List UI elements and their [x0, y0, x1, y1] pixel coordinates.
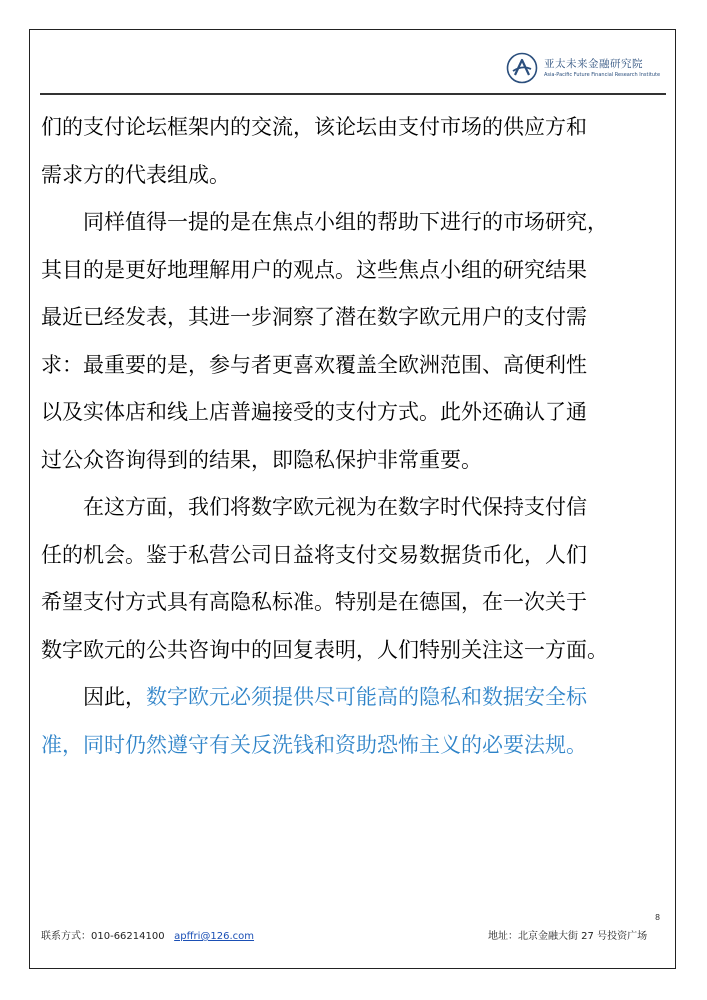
logo-english-name: Asia-Pacific Future Financial Research Institute — [544, 72, 661, 78]
contact-phone: 010-66214100 — [91, 931, 165, 942]
body-line — [41, 674, 666, 722]
body-line: 最近已经发表，其进一步洞察了潜在数字欧元用户的支付需 — [41, 305, 587, 329]
highlighted-text: 准，同时仍然遵守有关反洗钱和资助恐怖主义的必要法规。 — [41, 732, 587, 757]
header-divider — [40, 93, 666, 95]
body-line: 们的支付论坛框架内的交流，该论坛由支付市场的供应方和 — [41, 115, 587, 139]
body-line-prefix: 因此， — [83, 685, 146, 709]
institute-logo-icon — [506, 52, 538, 84]
footer-contact — [41, 927, 254, 942]
contact-email-link[interactable]: apffri@126.com — [174, 931, 255, 942]
footer-address: 地址：北京金融大街 27 号投资广场 — [488, 931, 648, 942]
logo-chinese-name: 亚太未来金融研究院 — [544, 58, 643, 70]
highlighted-text: 数字欧元必须提供尽可能高的隐私和数据安全标 — [146, 685, 587, 709]
document-body — [41, 104, 666, 769]
contact-label: 联系方式： — [41, 931, 91, 942]
page-number: 8 — [655, 913, 661, 922]
body-line: 在这方面，我们将数字欧元视为在数字时代保持支付信 — [83, 495, 587, 519]
institute-logo — [506, 52, 676, 90]
body-line: 数字欧元的公共咨询中的回复表明，人们特别关注这一方面。 — [41, 637, 608, 662]
body-line: 以及实体店和线上店普遍接受的支付方式。此外还确认了通 — [41, 400, 587, 424]
body-line — [41, 722, 666, 770]
body-line: 需求方的代表组成。 — [41, 162, 230, 187]
body-line: 其目的是更好地理解用户的观点。这些焦点小组的研究结果 — [41, 257, 587, 282]
body-line: 任的机会。鉴于私营公司日益将支付交易数据货币化，人们 — [41, 542, 587, 567]
body-line: 过公众咨询得到的结果，即隐私保护非常重要。 — [41, 447, 482, 472]
body-line: 同样值得一提的是在焦点小组的帮助下进行的市场研究， — [83, 210, 608, 234]
body-line: 求：最重要的是，参与者更喜欢覆盖全欧洲范围、高便利性 — [41, 352, 587, 377]
body-line: 希望支付方式具有高隐私标准。特别是在德国，在一次关于 — [41, 590, 587, 614]
